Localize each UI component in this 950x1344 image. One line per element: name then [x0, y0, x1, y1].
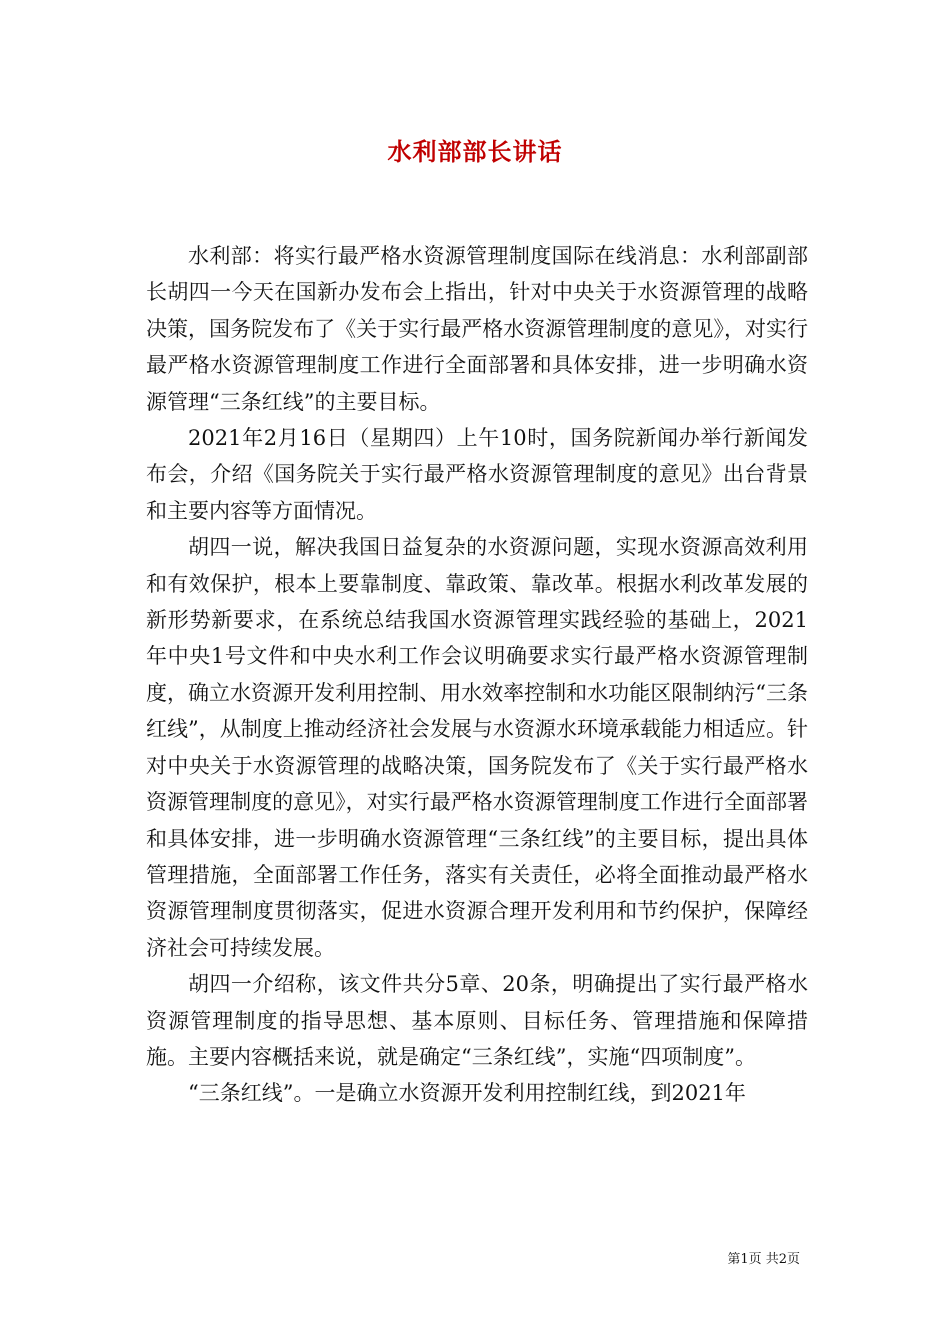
paragraph-1: 水利部：将实行最严格水资源管理制度国际在线消息：水利部副部长胡四一今天在国新办发布会上指出，针对中央关于水资源管理的战略决策，国务院发布了《关于实行最严格水资源管理制度的意见》，对实行最严格水资源管理制度工作进行全面部署和具体安排，进一步明确水资源管理“三条红线”的主要目标。 [146, 244, 808, 414]
paragraph-3: 胡四一说，解决我国日益复杂的水资源问题，实现水资源高效利用和有效保护，根本上要靠制度、靠政策、靠改革。根据水利改革发展的新形势新要求，在系统总结我国水资源管理实践经验的基础上，2021年中央1号文件和中央水利工作会议明确要求实行最严格水资源管理制度，确立水资源开发利用控制、用水效率控制和水功能区限制纳污“三条红线”，从制度上推动经济社会发展与水资源水环境承载能力相适应。针对中央关于水资源管理的战略决策，国务院发布了《关于实行最严格水资源管理制度的意见》，对实行最严格水资源管理制度工作进行全面部署和具体安排，进一步明确水资源管理“三条红线”的主要目标，提出具体管理措施，全面部署工作任务，落实有关责任，必将全面推动最严格水资源管理制度贯彻落实，促进水资源合理开发利用和节约保护，保障经济社会可持续发展。 [146, 535, 808, 960]
paragraph-5: “三条红线”。一是确立水资源开发利用控制红线，到2021年 [188, 1081, 746, 1106]
paragraph-2: 2021年2月16日（星期四）上午10时，国务院新闻办举行新闻发布会，介绍《国务院关于实行最严格水资源管理制度的意见》出台背景和主要内容等方面情况。 [146, 426, 808, 523]
paragraph-4: 胡四一介绍称，该文件共分5章、20条，明确提出了实行最严格水资源管理制度的指导思想、基本原则、目标任务、管理措施和保障措施。主要内容概括来说，就是确定“三条红线”，实施“四项制度”。 [146, 972, 808, 1069]
document-body [146, 238, 808, 1112]
document-title: 水利部部长讲话 [387, 137, 563, 166]
page-number: 第1页 共2页 [727, 1252, 800, 1267]
